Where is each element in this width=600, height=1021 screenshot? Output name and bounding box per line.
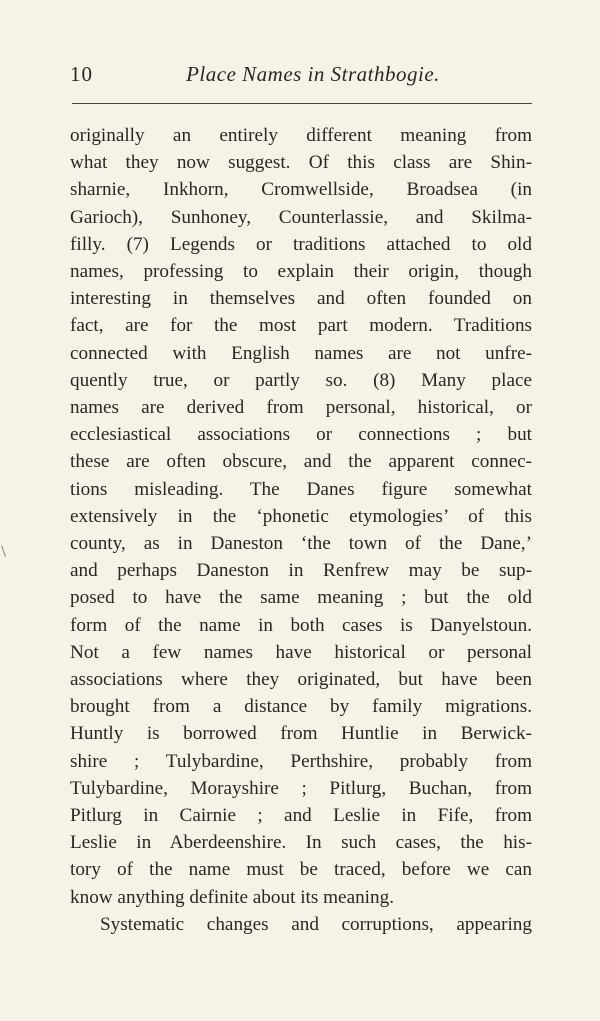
text-line: brought from a distance by family migrations. — [70, 696, 532, 718]
text-line: Systematic changes and corruptions, appearing — [100, 913, 532, 935]
text-line: county, as in Daneston ‘the town of the Dane,’ — [70, 533, 532, 555]
text-line: posed to have the same meaning ; but the old — [70, 587, 532, 609]
text-line: know anything definite about its meaning. — [70, 886, 394, 908]
page-number: 10 — [70, 62, 93, 86]
text-line: originally an entirely different meaning from — [70, 125, 532, 146]
text-line: Garioch), Sunhoney, Counterlassie, and Skilma- — [70, 206, 532, 228]
text-line: names, professing to explain their origin, though — [70, 261, 532, 283]
text-line: connected with English names are not unfre- — [70, 342, 532, 364]
text-line: Not a few names have historical or personal — [70, 641, 532, 663]
text-line: Tulybardine, Morayshire ; Pitlurg, Buchan, from — [70, 777, 532, 799]
page-header — [70, 62, 532, 92]
text-line: filly. (7) Legends or traditions attached to old — [70, 233, 532, 255]
text-line: associations where they originated, but have been — [70, 669, 532, 691]
margin-mark — [1, 545, 6, 557]
text-line: and perhaps Daneston in Renfrew may be sup- — [70, 560, 532, 582]
text-line: names are derived from personal, historical, or — [70, 397, 532, 419]
text-line: what they now suggest. Of this class are Shin- — [70, 152, 532, 174]
text-line: Leslie in Aberdeenshire. In such cases, the his- — [70, 832, 532, 854]
text-line: quently true, or partly so. (8) Many place — [70, 369, 532, 391]
header-rule — [72, 103, 532, 104]
text-line: extensively in the ‘phonetic etymologies’ of this — [70, 505, 532, 527]
text-line: fact, are for the most part modern. Traditions — [70, 315, 532, 337]
text-line: Pitlurg in Cairnie ; and Leslie in Fife, from — [70, 805, 532, 827]
text-line: tory of the name must be traced, before we can — [70, 859, 532, 881]
body-text — [70, 122, 532, 938]
text-line: Huntly is borrowed from Huntlie in Berwick- — [70, 723, 532, 745]
text-line: interesting in themselves and often founded on — [70, 288, 532, 310]
text-line: ecclesiastical associations or connections ; but — [70, 424, 532, 446]
text-line: form of the name in both cases is Danyelstoun. — [70, 614, 532, 636]
text-line: tions misleading. The Danes figure somewhat — [70, 478, 532, 500]
text-line: sharnie, Inkhorn, Cromwellside, Broadsea (in — [70, 179, 532, 201]
text-line: these are often obscure, and the apparent connec- — [70, 451, 532, 473]
text-line: shire ; Tulybardine, Perthshire, probably from — [70, 750, 532, 772]
running-title: Place Names in Strathbogie. — [186, 62, 440, 86]
